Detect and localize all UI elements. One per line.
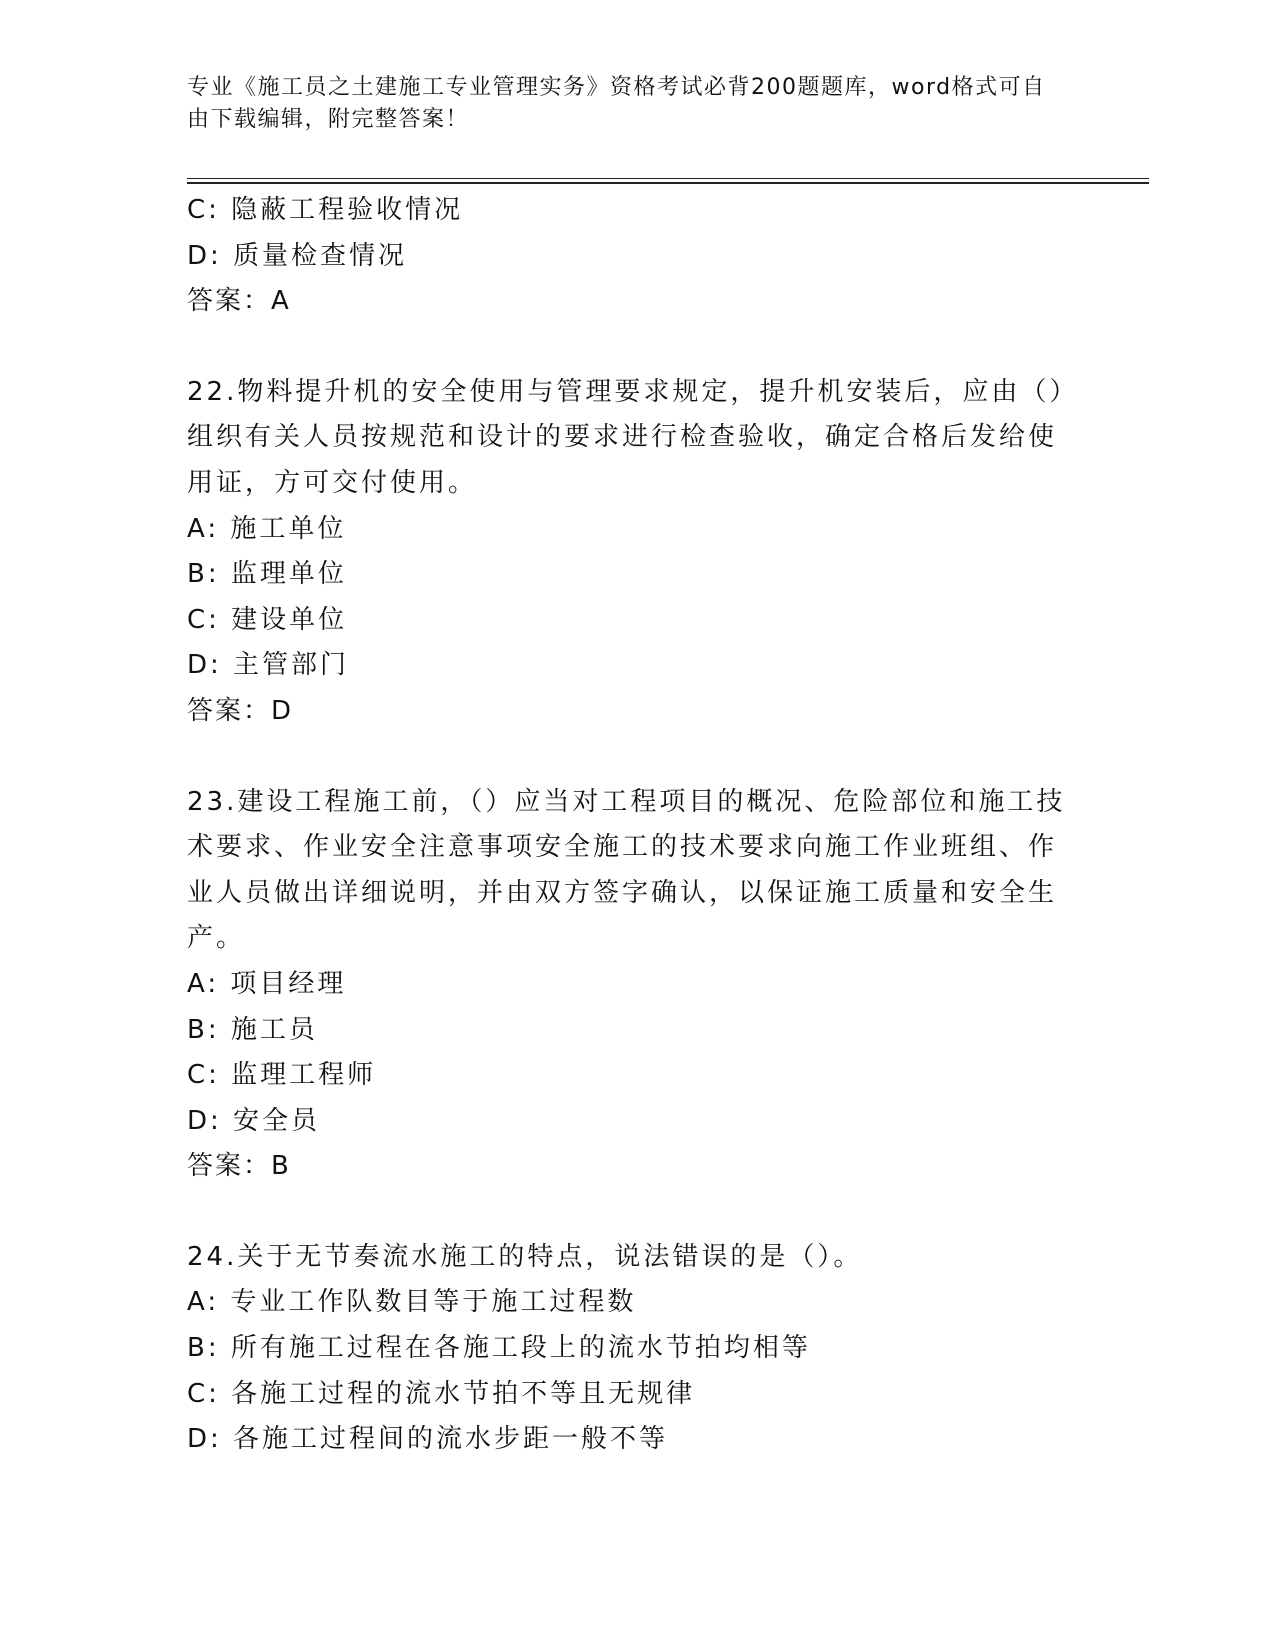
spacer bbox=[187, 325, 1067, 370]
answer: 答案：B bbox=[187, 1151, 291, 1182]
answer: 答案：A bbox=[187, 286, 291, 317]
option-b: B: 所有施工过程在各施工段上的流水节拍均相等 bbox=[187, 1333, 811, 1364]
header-divider-thick bbox=[187, 182, 1149, 184]
option-a: A: 施工单位 bbox=[187, 513, 347, 544]
spacer bbox=[187, 735, 1067, 780]
option-c: C: 隐蔽工程验收情况 bbox=[187, 195, 464, 225]
question-22 bbox=[187, 370, 1067, 735]
spacer bbox=[187, 1190, 1067, 1235]
document-header: 专业《施工员之土建施工专业管理实务》资格考试必背200题题库，word格式可自由下载编辑，附完整答案！ bbox=[187, 75, 1046, 132]
option-a: A: 专业工作队数目等于施工过程数 bbox=[187, 1287, 637, 1318]
question-list bbox=[187, 188, 1067, 1463]
previous-question-tail bbox=[187, 188, 1067, 325]
option-d: D: 各施工过程间的流水步距一般不等 bbox=[187, 1424, 669, 1455]
option-c: C: 监理工程师 bbox=[187, 1060, 377, 1091]
question-24 bbox=[187, 1235, 1067, 1463]
question-text: 23.建设工程施工前，（）应当对工程项目的概况、危险部位和施工技术要求、作业安全注意事项安全施工的技术要求向施工作业班组、作业人员做出详细说明，并由双方签字确认，以保证施工质量和安全生产。 bbox=[187, 786, 1066, 954]
answer: 答案：D bbox=[187, 695, 294, 726]
option-b: B: 监理单位 bbox=[187, 559, 347, 590]
option-a: A: 项目经理 bbox=[187, 968, 347, 999]
option-c: C: 各施工过程的流水节拍不等且无规律 bbox=[187, 1378, 696, 1409]
option-d: D: 安全员 bbox=[187, 1105, 321, 1136]
question-23 bbox=[187, 780, 1067, 1190]
question-text: 22.物料提升机的安全使用与管理要求规定，提升机安装后，应由（）组织有关人员按规范和设计的要求进行检查验收，确定合格后发给使用证，方可交付使用。 bbox=[187, 376, 1066, 498]
header-divider-thin bbox=[187, 178, 1149, 179]
option-c: C: 建设单位 bbox=[187, 604, 348, 635]
option-d: D: 质量检查情况 bbox=[187, 240, 408, 271]
option-b: B: 施工员 bbox=[187, 1014, 318, 1045]
question-text: 24.关于无节奏流水施工的特点，说法错误的是（）。 bbox=[187, 1241, 863, 1272]
option-d: D: 主管部门 bbox=[187, 650, 350, 681]
